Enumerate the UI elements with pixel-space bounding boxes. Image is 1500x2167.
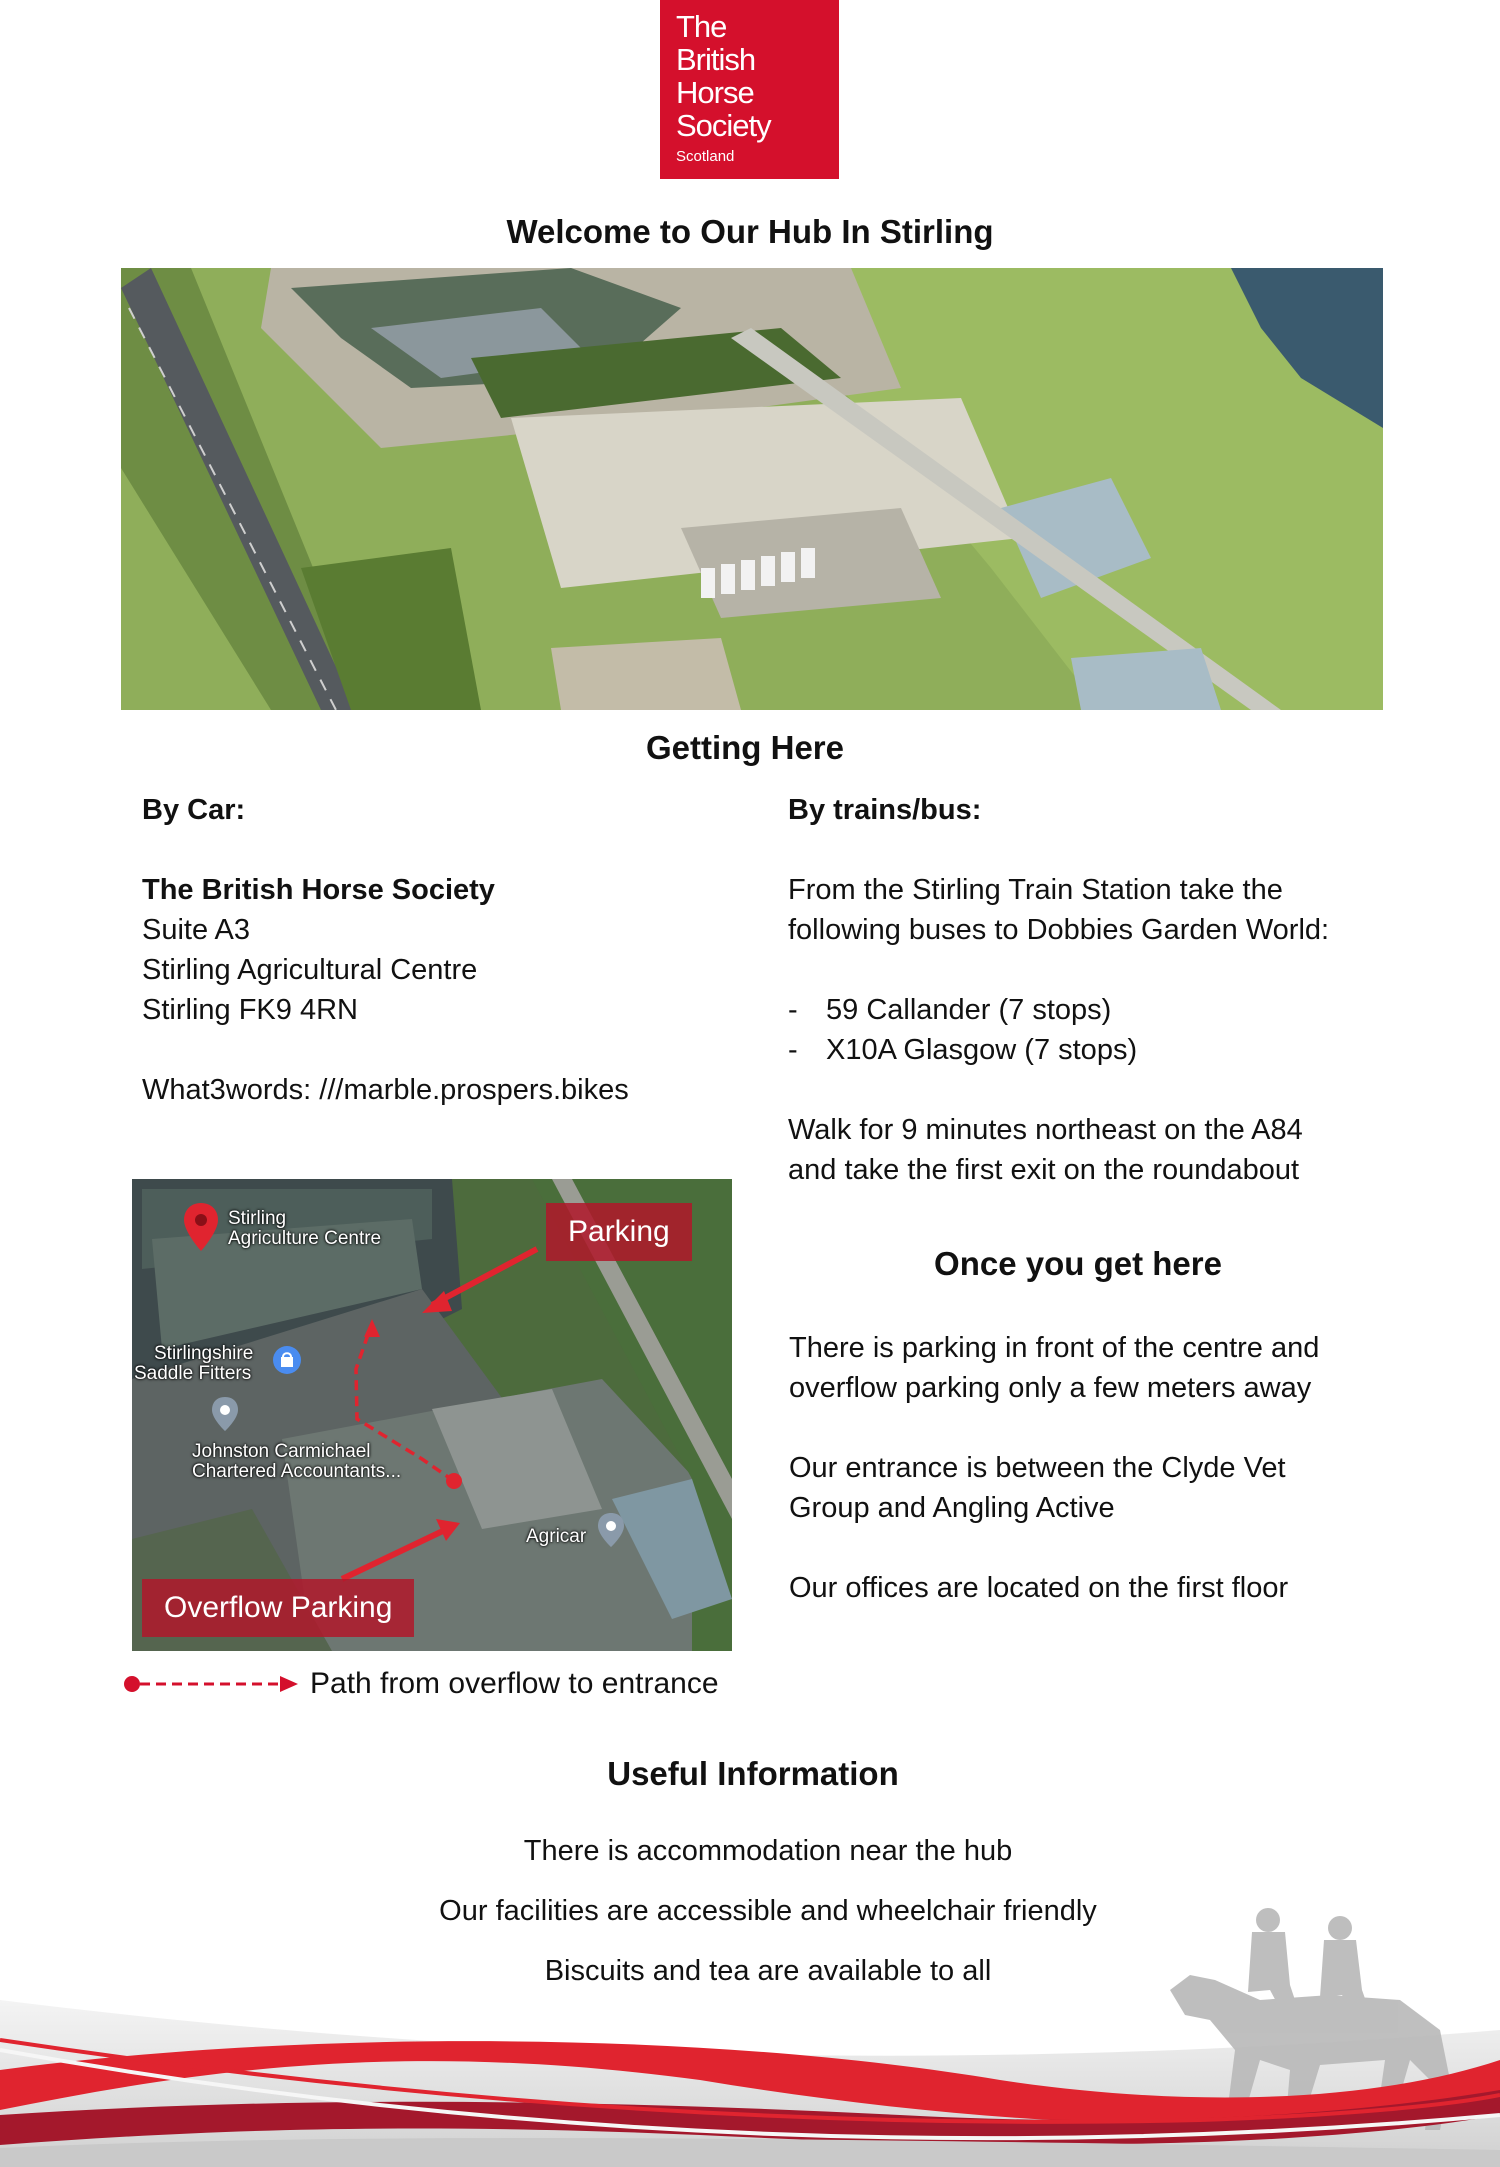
parking-info-2: overflow parking only a few meters away bbox=[789, 1372, 1312, 1404]
by-train-section bbox=[788, 790, 1468, 1190]
logo-line-horse: Horse bbox=[676, 75, 754, 110]
parking-badge: Parking bbox=[546, 1203, 692, 1261]
path-start-dot bbox=[446, 1473, 462, 1489]
what3words: What3words: ///marble.prospers.bikes bbox=[142, 1074, 629, 1106]
overflow-arrow bbox=[342, 1529, 447, 1579]
walk-line-1: Walk for 9 minutes northeast on the A84 bbox=[788, 1114, 1303, 1146]
train-intro-1: From the Stirling Train Station take the bbox=[788, 874, 1283, 906]
walk-line-2: and take the first exit on the roundabout bbox=[788, 1154, 1300, 1186]
useful-info-heading: Useful Information bbox=[607, 1755, 899, 1792]
address-line-2: Stirling Agricultural Centre bbox=[142, 954, 478, 986]
bus-item-2 bbox=[788, 1030, 1468, 1070]
org-name: The British Horse Society bbox=[142, 874, 495, 906]
once-here-heading: Once you get here bbox=[934, 1245, 1222, 1282]
map-label-saddle-2: Saddle Fitters bbox=[134, 1363, 252, 1384]
map-label-centre-2: Agriculture Centre bbox=[228, 1228, 382, 1249]
address-line-3: Stirling FK9 4RN bbox=[142, 994, 358, 1026]
logo-line-the: The bbox=[676, 9, 727, 44]
getting-here-heading: Getting Here bbox=[645, 729, 845, 766]
offices-info: Our offices are located on the first floor bbox=[789, 1572, 1289, 1604]
parking-arrow bbox=[432, 1249, 537, 1305]
bus-bullet: - bbox=[788, 1034, 798, 1066]
entrance-info-2: Group and Angling Active bbox=[789, 1492, 1115, 1524]
useful-item-2: Our facilities are accessible and wheelchair friendly bbox=[439, 1895, 1097, 1927]
entrance-info-1: Our entrance is between the Clyde Vet bbox=[789, 1452, 1286, 1484]
hub-aerial-photo bbox=[121, 268, 1383, 710]
logo-region: Scotland bbox=[676, 148, 735, 165]
logo-line-british: British bbox=[676, 42, 756, 77]
by-train-heading: By trains/bus: bbox=[788, 794, 982, 826]
useful-item-1: There is accommodation near the hub bbox=[523, 1835, 1013, 1867]
map-label-accountants-1: Johnston Carmichael bbox=[192, 1441, 371, 1462]
map-label-agricar: Agricar bbox=[526, 1526, 587, 1547]
once-here-section bbox=[789, 1328, 1469, 1608]
useful-item-3: Biscuits and tea are available to all bbox=[544, 1955, 992, 1987]
parking-info-1: There is parking in front of the centre and bbox=[789, 1332, 1320, 1364]
footer-wave-decoration bbox=[0, 1900, 1500, 2167]
path-legend-symbol bbox=[120, 1664, 300, 1704]
bus-item-1 bbox=[788, 990, 1468, 1030]
logo-line-society: Society bbox=[676, 108, 771, 143]
bhs-scotland-logo bbox=[660, 0, 839, 179]
map-label-saddle-1: Stirlingshire bbox=[154, 1343, 254, 1364]
site-map bbox=[132, 1179, 732, 1651]
overflow-parking-badge: Overflow Parking bbox=[142, 1579, 414, 1637]
bus-label: X10A Glasgow (7 stops) bbox=[826, 1034, 1138, 1066]
bus-bullet: - bbox=[788, 994, 798, 1026]
map-label-accountants-2: Chartered Accountants... bbox=[192, 1461, 402, 1482]
path-legend-text: Path from overflow to entrance bbox=[310, 1667, 719, 1700]
bus-label: 59 Callander (7 stops) bbox=[826, 994, 1112, 1026]
address-line-1: Suite A3 bbox=[142, 914, 251, 946]
path-arrowhead-icon bbox=[364, 1319, 380, 1337]
overflow-path-line bbox=[356, 1329, 454, 1481]
by-car-section bbox=[142, 790, 762, 1110]
map-label-centre-1: Stirling bbox=[228, 1208, 287, 1229]
train-intro-2: following buses to Dobbies Garden World: bbox=[788, 914, 1330, 946]
page-title: Welcome to Our Hub In Stirling bbox=[506, 213, 994, 250]
by-car-heading: By Car: bbox=[142, 794, 246, 826]
